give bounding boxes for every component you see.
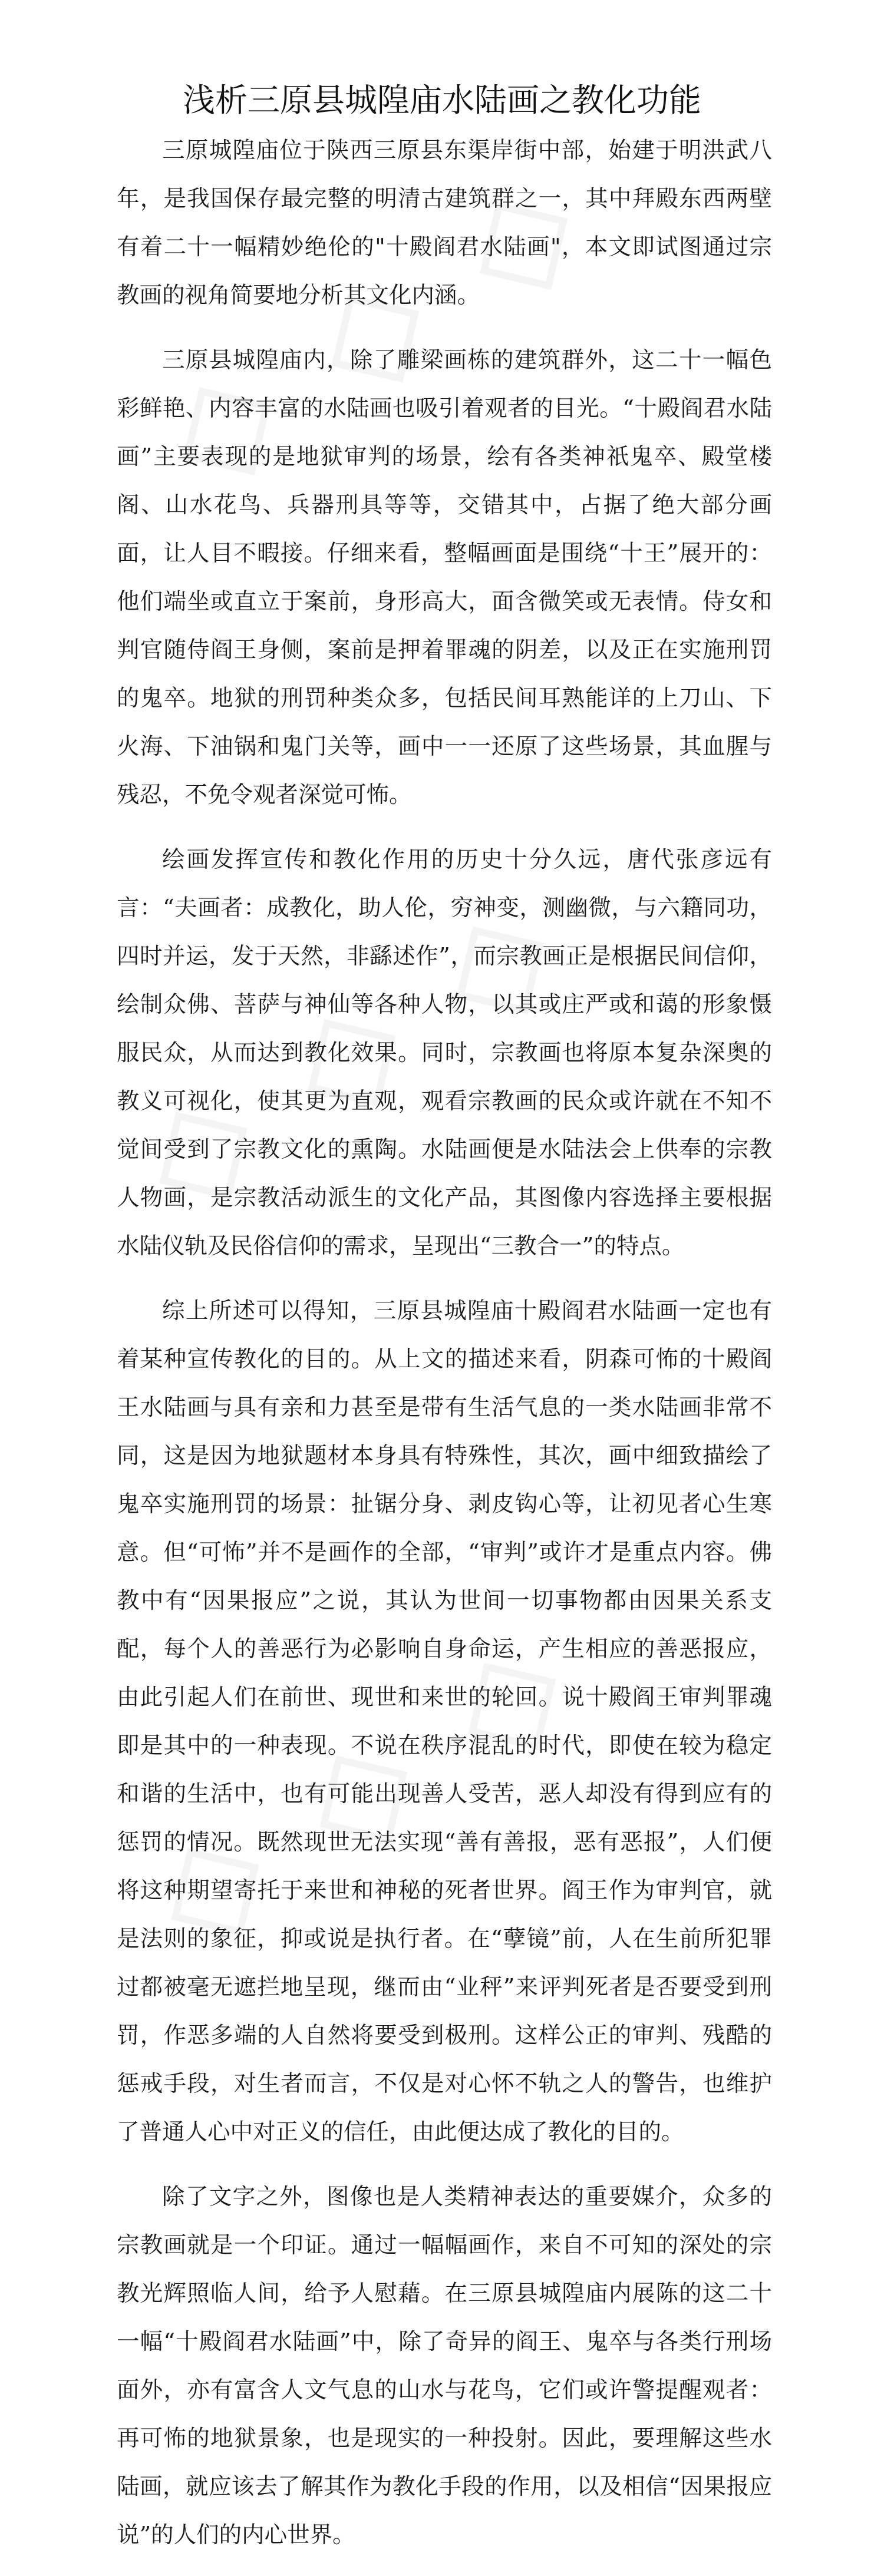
paragraph-2: 三原县城隍庙内，除了雕梁画栋的建筑群外，这二十一幅色彩鲜艳、内容丰富的水陆画也吸引着观者的目光。“十殿阎君水陆画”主要表现的是地狱审判的场景，绘有各类神祇鬼卒、殿堂楼阁、山水花鸟、兵器刑具等等，交错其中，占据了绝大部分画面，让人目不暇接。仔细来看，整幅画面是围绕“十王”展开的：他们端坐或直立于案前，身形高大，面含微笑或无表情。侍女和判官随侍阎王身侧，案前是押着罪魂的阴差，以及正在实施刑罚的鬼卒。地狱的刑罚种类众多，包括民间耳熟能详的上刀山、下火海、下油锅和鬼门关等，画中一一还原了这些场景，其血腥与残忍，不免令观者深觉可怖。 bbox=[117, 347, 772, 808]
article-title: 浅析三原县城隍庙水陆画之教化功能 bbox=[182, 81, 701, 119]
paragraph-5: 除了文字之外，图像也是人类精神表达的重要媒介，众多的宗教画就是一个印证。通过一幅幅画作，来自不可知的深处的宗教光辉照临人间，给予人慰藉。在三原县城隍庙内展陈的这二十一幅“十殿阎君水陆画”中，除了奇异的阎王、鬼卒与各类行刑场面外，亦有富含人文气息的山水与花鸟，它们或许警提醒观者：再可怖的地狱景象，也是现实的一种投射。因此，要理解这些水陆画，就应该去了解其作为教化手段的作用，以及相信“因果报应说”的人们的内心世界。 bbox=[117, 2184, 772, 2548]
paragraph-4: 综上所述可以得知，三原县城隍庙十殿阎君水陆画一定也有着某种宣传教化的目的。从上文的描述来看，阴森可怖的十殿阎王水陆画与具有亲和力甚至是带有生活气息的一类水陆画非常不同，这是因为地狱题材本身具有特殊性，其次，画中细致描绘了鬼卒实施刑罚的场景：扯锯分身、剥皮钩心等，让初见者心生寒意。但“可怖”并不是画作的全部，“审判”或许才是重点内容。佛教中有“因果报应”之说，其认为世间一切事物都由因果关系支配，每个人的善恶行为必影响自身命运，产生相应的善恶报应，由此引起人们在前世、现世和来世的轮回。说十殿阎王审判罪魂即是其中的一种表现。不说在秩序混乱的时代，即使在较为稳定和谐的生活中，也有可能出现善人受苦，恶人却没有得到应有的惩罚的情况。既然现世无法实现“善有善报，恶有恶报”，人们便将这种期望寄托于来世和神秘的死者世界。阎王作为审判官，就是法则的象征，抑或说是执行者。在“孽镜”前，人在生前所犯罪过都被毫无遮拦地呈现，继而由“业秤”来评判死者是否要受到刑罚，作恶多端的人自然将要受到极刑。这样公正的审判、残酷的惩戒手段，对生者而言，不仅是对心怀不轨之人的警告，也维护了普通人心中对正义的信任，由此便达成了教化的目的。 bbox=[117, 1298, 772, 2145]
paragraph-1: 三原城隍庙位于陕西三原县东渠岸街中部，始建于明洪武八年，是我国保存最完整的明清古建筑群之一，其中拜殿东西两壁有着二十一幅精妙绝伦的"十殿阎君水陆画"，本文即试图通过宗教画的视角简要地分析其文化内涵。 bbox=[117, 137, 772, 309]
article-body bbox=[117, 127, 772, 2576]
paragraph-3: 绘画发挥宣传和教化作用的历史十分久远，唐代张彦远有言：“夫画者：成教化，助人伦，穷神变，测幽微，与六籍同功，四时并运，发于天然，非繇述作”，而宗教画正是根据民间信仰，绘制众佛、菩萨与神仙等各种人物，以其或庄严或和蔼的形象慑服民众，从而达到教化效果。同时，宗教画也将原本复杂深奥的教义可视化，使其更为直观，观看宗教画的民众或许就在不知不觉间受到了宗教文化的熏陶。水陆画便是水陆法会上供奉的宗教人物画，是宗教活动派生的文化产品，其图像内容选择主要根据水陆仪轨及民俗信仰的需求，呈现出“三教合一”的特点。 bbox=[117, 846, 772, 1259]
